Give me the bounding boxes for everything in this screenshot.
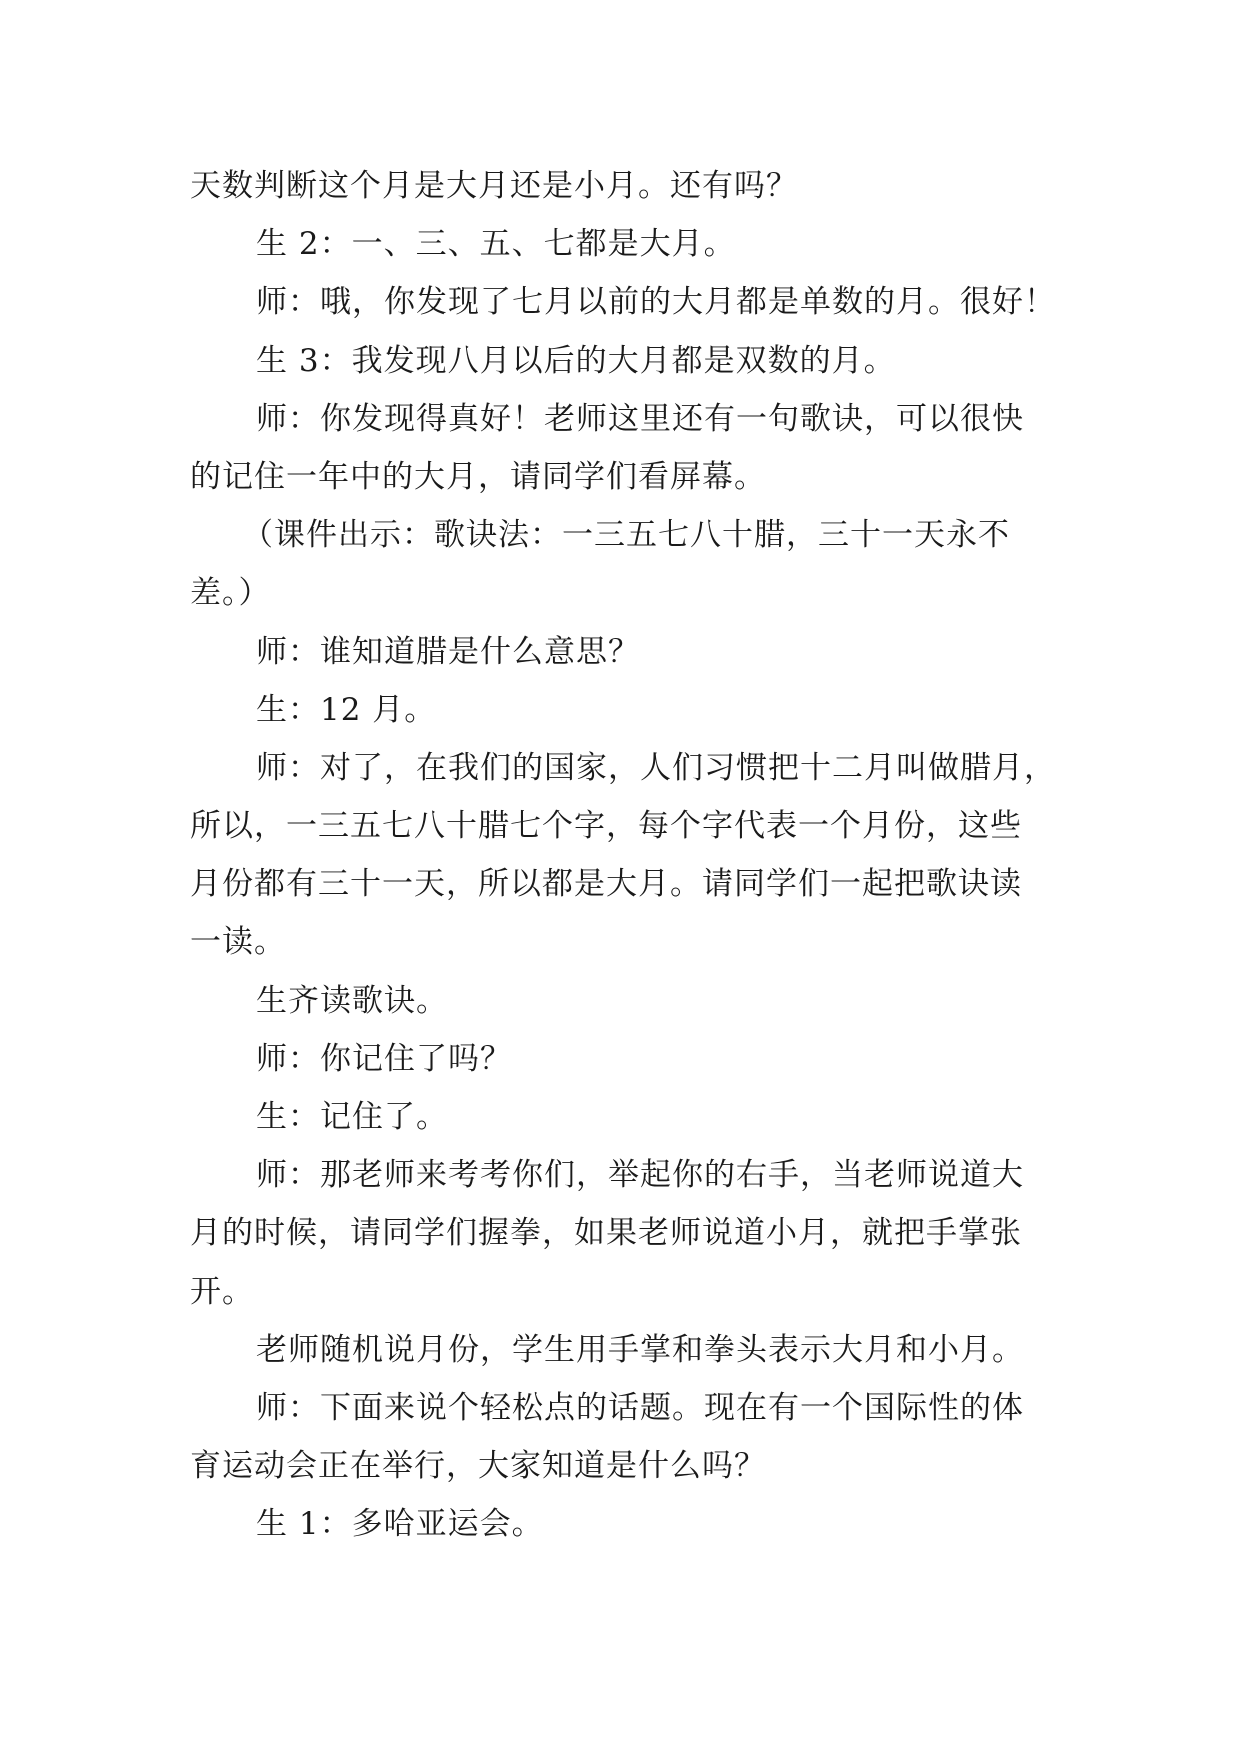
text-line: 月的时候，请同学们握拳，如果老师说道小月，就把手掌张	[190, 1215, 1022, 1252]
text-line: （课件出示：歌诀法：一三五七八十腊，三十一天永不	[242, 517, 1010, 554]
document-body	[190, 157, 1056, 1554]
text-line: 师：你发现得真好！老师这里还有一句歌诀，可以很快	[256, 400, 1024, 437]
text-line: 生 3：我发现八月以后的大月都是双数的月。	[256, 342, 896, 379]
text-line: 的记住一年中的大月，请同学们看屏幕。	[190, 458, 766, 495]
text-line: 师：下面来说个轻松点的话题。现在有一个国际性的体	[256, 1389, 1024, 1426]
text-line: 生：记住了。	[256, 1099, 448, 1135]
text-line: 师：谁知道腊是什么意思？	[256, 633, 640, 670]
text-line: 师：你记住了吗？	[256, 1040, 512, 1077]
text-line: 生 2：一、三、五、七都是大月。	[256, 226, 736, 263]
text-line: 生 1：多哈亚运会。	[256, 1506, 544, 1543]
text-line: 师：哦，你发现了七月以前的大月都是单数的月。很好！	[256, 284, 1056, 321]
text-line: 老师随机说月份，学生用手掌和拳头表示大月和小月。	[256, 1331, 1024, 1368]
text-line: 师：那老师来考考你们，举起你的右手，当老师说道大	[256, 1157, 1024, 1194]
text-line: 差。）	[190, 575, 271, 612]
text-line: 师：对了，在我们的国家，人们习惯把十二月叫做腊月，	[256, 749, 1056, 786]
text-line: 所以，一三五七八十腊七个字，每个字代表一个月份，这些	[190, 808, 1022, 845]
text-line: 生齐读歌诀。	[256, 982, 448, 1019]
text-line: 月份都有三十一天，所以都是大月。请同学们一起把歌诀读	[190, 866, 1022, 903]
text-line: 生：12 月。	[256, 691, 437, 728]
text-line: 育运动会正在举行，大家知道是什么吗？	[190, 1448, 766, 1485]
text-line: 开。	[190, 1273, 254, 1310]
text-line: 天数判断这个月是大月还是小月。还有吗？	[190, 168, 798, 204]
text-line: 一读。	[190, 924, 286, 961]
